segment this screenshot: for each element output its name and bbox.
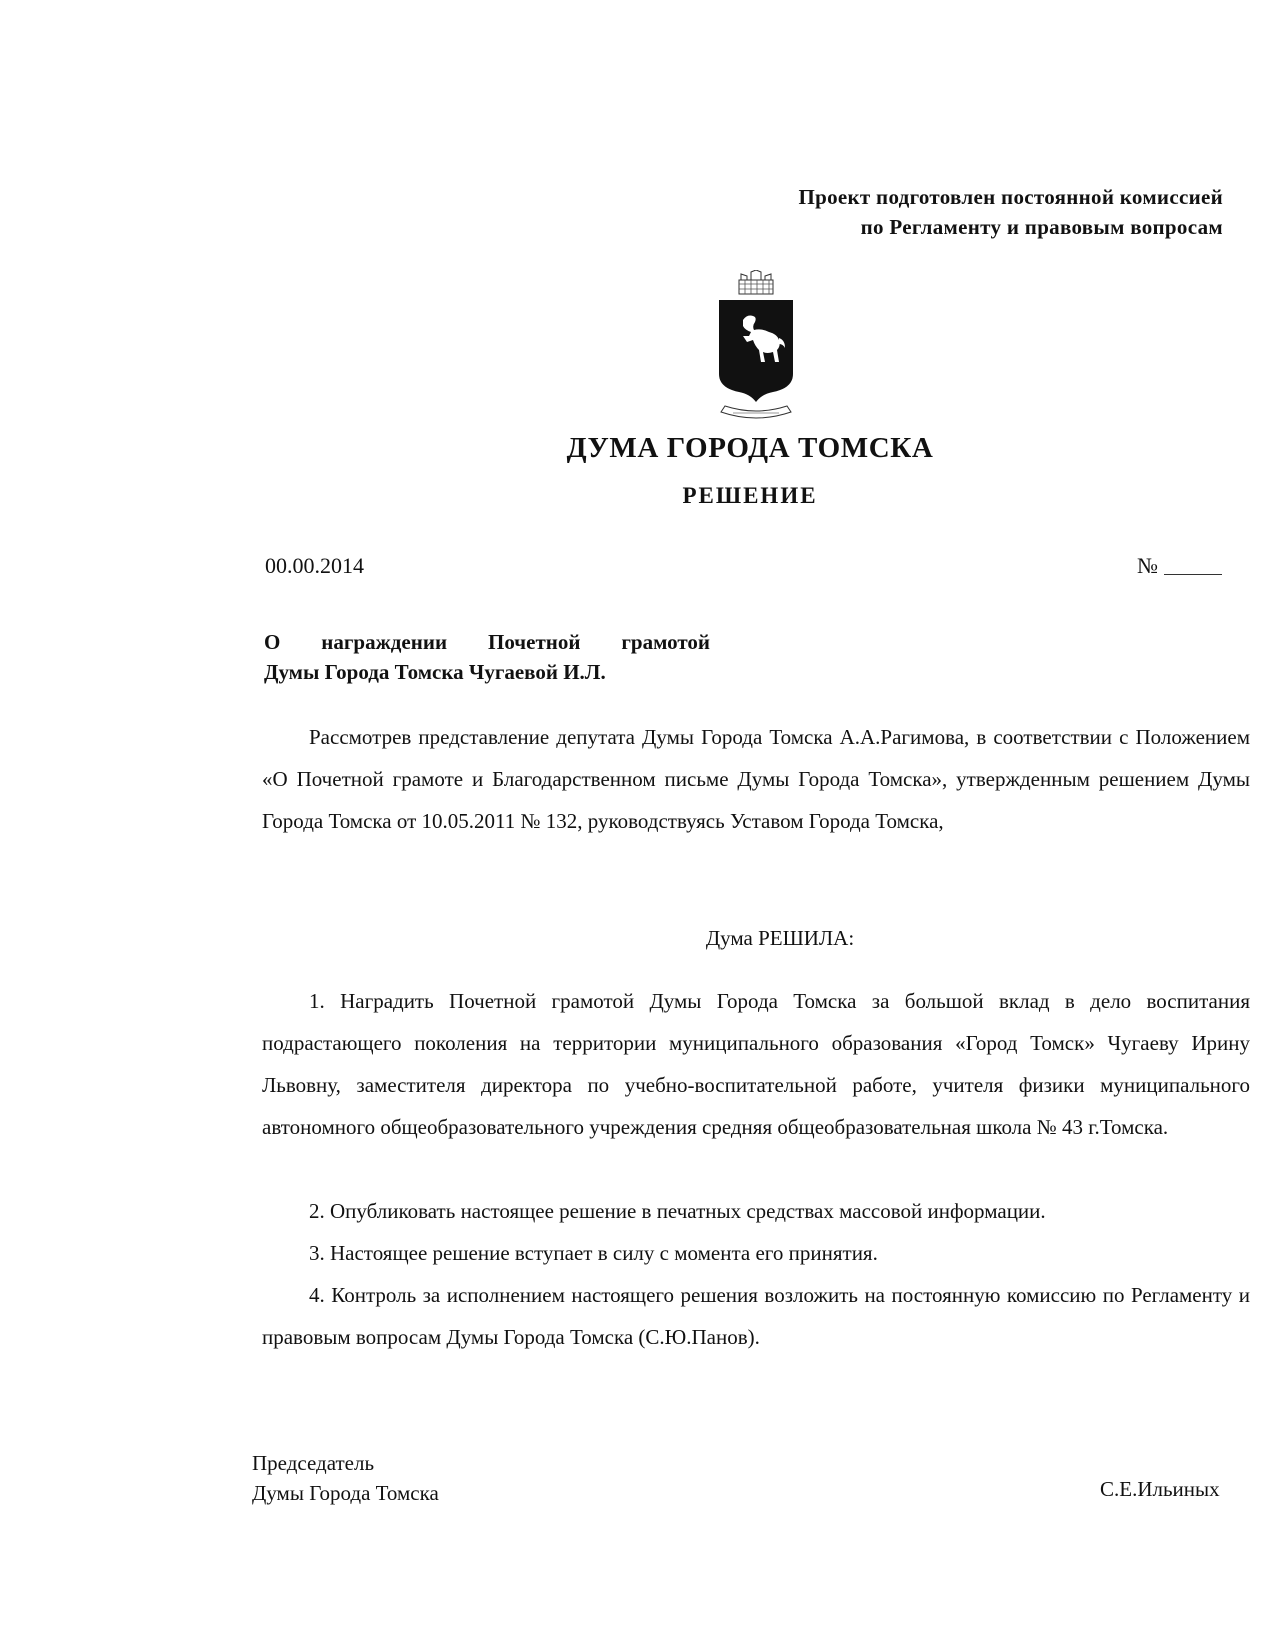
intro-paragraph: Рассмотрев представление депутата Думы Города Томска А.А.Рагимова, в соответствии с Положением «О Почетной грамоте и Благодарственном письме Думы Города Томска», утвержденным решением Думы Города Томска от 10.05.2011 № 132, руководствуясь Уставом Города Томска,	[262, 725, 1250, 833]
decision-item: 2. Опубликовать настоящее решение в печатных средствах массовой информации.	[309, 1199, 1046, 1223]
shield-icon	[719, 300, 793, 402]
decision-item: 4. Контроль за исполнением настоящего решения возложить на постоянную комиссию по Регламенту и правовым вопросам Думы Города Томска (С.Ю.Панов).	[262, 1283, 1250, 1349]
number-blank	[1164, 574, 1222, 575]
document-date: 00.00.2014	[265, 553, 364, 578]
project-note-line1: Проект подготовлен постоянной комиссией	[798, 185, 1223, 209]
signer-title	[252, 1448, 439, 1508]
number-label: №	[1137, 553, 1158, 578]
document-number	[1137, 553, 1222, 579]
signer-title-line2: Думы Города Томска	[252, 1481, 439, 1505]
ribbon-icon	[721, 406, 791, 418]
org-title: ДУМА ГОРОДА ТОМСКА	[566, 432, 934, 464]
crown-icon	[739, 270, 773, 294]
signer-title-line1: Председатель	[252, 1451, 375, 1475]
document-type: РЕШЕНИЕ	[682, 483, 818, 508]
decided-heading: Дума РЕШИЛА:	[705, 926, 855, 950]
tomsk-coat-of-arms-icon	[707, 270, 805, 430]
document-subject	[264, 627, 710, 687]
project-note	[623, 182, 1223, 242]
subject-line2: Думы Города Томска Чугаевой И.Л.	[264, 660, 606, 684]
project-note-line2: по Регламенту и правовым вопросам	[860, 215, 1223, 239]
decision-item: 1. Наградить Почетной грамотой Думы Города Томска за большой вклад в дело воспитания подрастающего поколения на территории муниципального образования «Город Томск» Чугаеву Ирину Львовну, заместителя директора по учебно-воспитательной работе, учителя физики муниципального автономного общеобразовательного учреждения средняя общеобразовательная школа № 43 г.Томска.	[262, 989, 1250, 1139]
signer-name: С.Е.Ильиных	[1100, 1477, 1220, 1501]
subject-line1: О награждении Почетной грамотой	[264, 630, 710, 654]
decision-item: 3. Настоящее решение вступает в силу с момента его принятия.	[309, 1241, 878, 1265]
